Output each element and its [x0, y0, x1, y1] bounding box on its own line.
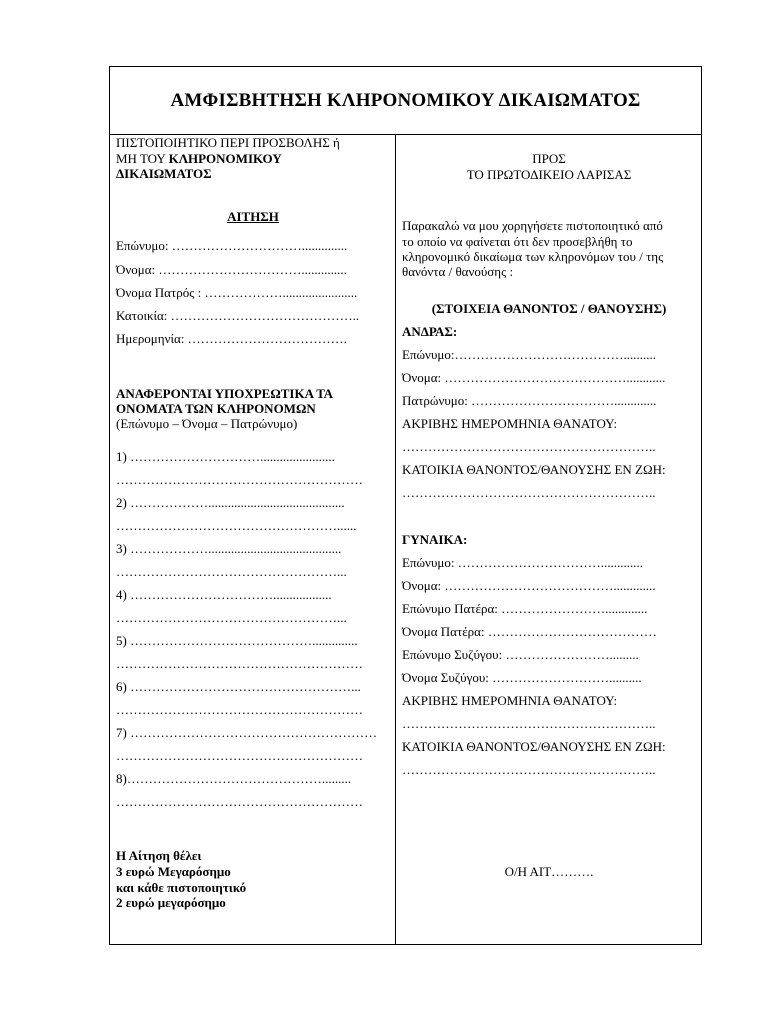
- woman-residence-label: ΚΑΤΟΙΚΙΑ ΘΑΝΟΝΤΟΣ/ΘΑΝΟΥΣΗΣ ΕΝ ΖΩΗ:: [402, 739, 666, 754]
- man-death-date-field[interactable]: …………………………………………………..: [402, 439, 656, 454]
- man-death-date-label: ΑΚΡΙΒΗΣ ΗΜΕΡΟΜΗΝΙΑ ΘΑΝΑΤΟΥ:: [402, 416, 618, 431]
- intro-line-2: [116, 151, 282, 167]
- intro-line-2-bold: ΚΛΗΡΟΝΟΜΙΚΟΥ: [168, 151, 282, 166]
- field-father-name[interactable]: Όνομα Πατρός : ……………….......................: [116, 285, 358, 300]
- deceased-heading: (ΣΤΟΙΧΕΙΑ ΘΑΝΟΝΤΟΣ / ΘΑΝΟΥΣΗΣ): [431, 301, 667, 316]
- intro-line-1: ΠΙΣΤΟΠΟΙΗΤΙΚΟ ΠΕΡΙ ΠΡΟΣΒΟΛΗΣ ή: [116, 135, 340, 150]
- woman-death-date-field[interactable]: …………………………………………………..: [402, 716, 656, 731]
- woman-field-surname[interactable]: Επώνυμο: …………………………….............: [402, 555, 643, 570]
- heirs-title-line-2: ΟΝΟΜΑΤΑ ΤΩΝ ΚΛΗΡΟΝΟΜΩΝ: [116, 401, 316, 416]
- request-line-1: Παρακαλώ να μου χορηγήσετε πιστοποιητικό από: [402, 218, 663, 233]
- woman-field-name[interactable]: Όνομα: ………………………………….............: [402, 578, 656, 593]
- signature-line[interactable]: Ο/Η ΑΙΤ……….: [504, 864, 594, 879]
- man-heading: ΑΝΔΡΑΣ:: [402, 324, 458, 339]
- request-line-2: το οποίο να φαίνεται ότι δεν προσεβλήθη το: [402, 234, 633, 249]
- heir-cont-5[interactable]: …………………………………………………: [116, 656, 363, 671]
- application-heading: ΑΙΤΗΣΗ: [227, 209, 279, 224]
- heir-line-4[interactable]: 4) ……………………………..................: [116, 587, 332, 602]
- intro-line-3: ΔΙΚΑΙΩΜΑΤΟΣ: [116, 166, 212, 181]
- heirs-subtitle: (Επώνυμο – Όνομα – Πατρώνυμο): [116, 416, 298, 431]
- woman-field-father-surname[interactable]: Επώνυμο Πατέρα: …………………….............: [402, 601, 648, 616]
- woman-heading: ΓΥΝΑΙΚΑ:: [402, 532, 468, 547]
- woman-field-spouse-surname[interactable]: Επώνυμο Συζύγου: …………………….........: [402, 647, 639, 662]
- field-residence[interactable]: Κατοικία: ……………………………………..: [116, 308, 360, 323]
- man-residence-field[interactable]: …………………………………………………..: [402, 485, 656, 500]
- man-residence-label: ΚΑΤΟΙΚΙΑ ΘΑΝΟΝΤΟΣ/ΘΑΝΟΥΣΗΣ ΕΝ ΖΩΗ:: [402, 462, 666, 477]
- request-line-3: κληρονομικό δικαίωμα των κληρονόμων του / της: [402, 249, 664, 264]
- heir-line-3[interactable]: 3) ……………….........................................: [116, 541, 342, 556]
- man-field-name[interactable]: Όνομα: ……………………………………............: [402, 370, 666, 385]
- heir-cont-3[interactable]: ……………………………………………...: [116, 564, 347, 579]
- man-field-surname[interactable]: Επώνυμο:…………………………………..........: [402, 347, 656, 362]
- fee-line-3: και κάθε πιστοποιητικό: [116, 880, 247, 895]
- heir-line-6[interactable]: 6) ……………………………………………...: [116, 679, 361, 694]
- woman-death-date-label: ΑΚΡΙΒΗΣ ΗΜΕΡΟΜΗΝΙΑ ΘΑΝΑΤΟΥ:: [402, 693, 618, 708]
- heir-cont-1[interactable]: …………………………………………………: [116, 472, 363, 487]
- heir-line-7[interactable]: 7) …………………………………………………: [116, 725, 378, 740]
- to-line-2: ΤΟ ΠΡΩΤΟΔΙΚΕΙΟ ΛΑΡΙΣΑΣ: [466, 167, 632, 182]
- woman-field-spouse-name[interactable]: Όνομα Συζύγου: ………………………..........: [402, 670, 642, 685]
- heirs-title-line-1: ΑΝΑΦΕΡΟΝΤΑΙ ΥΠΟΧΡΕΩΤΙΚΑ ΤΑ: [116, 386, 334, 401]
- to-line-1: ΠΡΟΣ: [532, 151, 566, 166]
- fee-line-2: 3 ευρώ Μεγαρόσημο: [116, 864, 231, 879]
- heir-cont-4[interactable]: ……………………………………………...: [116, 610, 347, 625]
- heir-line-5[interactable]: 5) ……………………………………..............: [116, 633, 358, 648]
- man-field-patronymic[interactable]: Πατρώνυμο: …………………………….............: [402, 393, 657, 408]
- heir-line-2[interactable]: 2) ………………..........................................: [116, 495, 345, 510]
- woman-residence-field[interactable]: …………………………………………………..: [402, 762, 656, 777]
- fee-line-4: 2 ευρώ μεγαρόσημο: [116, 895, 226, 910]
- intro-line-2-plain: ΜΗ ΤΟΥ: [116, 151, 169, 166]
- heir-cont-8[interactable]: …………………………………………………: [116, 794, 363, 809]
- field-surname[interactable]: Επώνυμο: …………………………..............: [116, 238, 348, 253]
- heir-cont-2[interactable]: ……………………………………………......: [116, 518, 357, 533]
- column-divider: [395, 135, 396, 944]
- field-name[interactable]: Όνομα: ……………………………..............: [116, 262, 347, 277]
- form-frame: [109, 66, 702, 945]
- heir-cont-7[interactable]: …………………………………………………: [116, 748, 363, 763]
- heir-line-8[interactable]: 8)……………………………………….........: [116, 771, 352, 786]
- fee-line-1: Η Αίτηση θέλει: [116, 848, 202, 863]
- heir-cont-6[interactable]: …………………………………………………: [116, 702, 363, 717]
- field-date[interactable]: Ημερομηνία: ……………………………….: [116, 331, 347, 346]
- title-row: [110, 67, 701, 135]
- woman-field-father-name[interactable]: Όνομα Πατέρα: …………………………………: [402, 624, 657, 639]
- heir-line-1[interactable]: 1) ………………………….......................: [116, 449, 335, 464]
- request-line-4: θανόντα / θανούσης :: [402, 264, 514, 279]
- form-title: ΑΜΦΙΣΒΗΤΗΣΗ ΚΛΗΡΟΝΟΜΙΚΟΥ ΔΙΚΑΙΩΜΑΤΟΣ: [170, 89, 641, 111]
